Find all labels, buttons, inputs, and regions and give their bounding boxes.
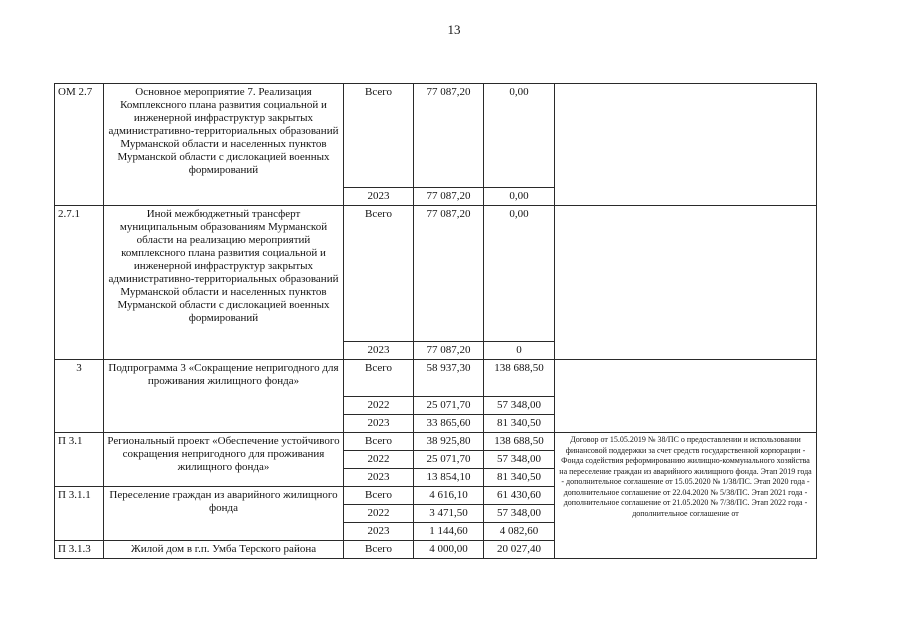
value-1: 77 087,20 — [414, 206, 484, 342]
row-code: П 3.1.3 — [55, 541, 104, 559]
row-code: П 3.1.1 — [55, 487, 104, 541]
value-2: 81 340,50 — [484, 469, 555, 487]
year-label: Всего — [344, 206, 414, 342]
value-2: 0,00 — [484, 188, 555, 206]
year-label: 2022 — [344, 397, 414, 415]
value-1: 13 854,10 — [414, 469, 484, 487]
year-label: Всего — [344, 487, 414, 505]
row-code: П 3.1 — [55, 433, 104, 487]
year-label: 2022 — [344, 451, 414, 469]
row-code: ОМ 2.7 — [55, 84, 104, 206]
year-label: Всего — [344, 84, 414, 188]
value-2: 57 348,00 — [484, 397, 555, 415]
year-label: Всего — [344, 433, 414, 451]
year-label: 2023 — [344, 469, 414, 487]
page-number: 13 — [447, 22, 461, 37]
value-2: 138 688,50 — [484, 433, 555, 451]
year-label: 2023 — [344, 188, 414, 206]
value-1: 1 144,60 — [414, 523, 484, 541]
value-1: 25 071,70 — [414, 397, 484, 415]
value-1: 4 000,00 — [414, 541, 484, 559]
value-1: 77 087,20 — [414, 342, 484, 360]
table-row — [55, 360, 817, 397]
value-2: 20 027,40 — [484, 541, 555, 559]
value-1: 58 937,30 — [414, 360, 484, 397]
value-2: 138 688,50 — [484, 360, 555, 397]
row-code: 3 — [55, 360, 104, 433]
agreement-note: Договор от 15.05.2019 № 38/ПС о предоставлении и использовании финансовой поддержки за счет средств государственной корпорации - Фонда содействия реформированию жилищно-коммунального хозяйства на переселение граждан из аварийного жилищного фонда. Этап 2019 года - дополнительное соглашение от 15.05.2020 № 1/38/ПС. Этап 2020 года - дополнительное соглашение от 22.04.2020 № 5/38/ПС. Этап 2021 года - дополнительное соглашение от 21.05.2020 № 7/38/ПС. Этап 2022 года - дополнительное соглашение от — [555, 433, 817, 559]
budget-table — [54, 83, 817, 559]
year-label: Всего — [344, 360, 414, 397]
year-label: 2023 — [344, 342, 414, 360]
empty-cell — [555, 360, 817, 433]
table-row — [55, 84, 817, 188]
row-name: Региональный проект «Обеспечение устойчивого сокращения непригодного для проживания жилищного фонда» — [104, 433, 344, 487]
row-name: Основное мероприятие 7. Реализация Комплексного плана развития социальной и инженерной инфраструктур закрытых административно-территориальных образований Мурманской области и населенных пунктов Мурманской области с дислокацией военных формирований — [104, 84, 344, 206]
value-1: 4 616,10 — [414, 487, 484, 505]
value-1: 77 087,20 — [414, 188, 484, 206]
empty-cell — [555, 84, 817, 206]
value-2: 57 348,00 — [484, 451, 555, 469]
value-1: 77 087,20 — [414, 84, 484, 188]
row-name: Иной межбюджетный трансферт муниципальным образованиям Мурманской области на реализацию мероприятий комплексного плана развития социальной и инженерной инфраструктур закрытых административно-территориальных образований Мурманской области и населенных пунктов Мурманской области с дислокацией военных формирований — [104, 206, 344, 360]
value-2: 0,00 — [484, 206, 555, 342]
row-code: 2.7.1 — [55, 206, 104, 360]
value-2: 4 082,60 — [484, 523, 555, 541]
table-row — [55, 433, 817, 451]
value-2: 0,00 — [484, 84, 555, 188]
value-1: 38 925,80 — [414, 433, 484, 451]
value-1: 33 865,60 — [414, 415, 484, 433]
year-label: 2023 — [344, 415, 414, 433]
value-2: 61 430,60 — [484, 487, 555, 505]
year-label: 2023 — [344, 523, 414, 541]
year-label: Всего — [344, 541, 414, 559]
value-2: 0 — [484, 342, 555, 360]
year-label: 2022 — [344, 505, 414, 523]
value-1: 25 071,70 — [414, 451, 484, 469]
value-1: 3 471,50 — [414, 505, 484, 523]
row-name: Жилой дом в г.п. Умба Терского района — [104, 541, 344, 559]
value-2: 57 348,00 — [484, 505, 555, 523]
row-name: Подпрограмма 3 «Сокращение непригодного для проживания жилищного фонда» — [104, 360, 344, 433]
value-2: 81 340,50 — [484, 415, 555, 433]
row-name: Переселение граждан из аварийного жилищного фонда — [104, 487, 344, 541]
empty-cell — [555, 206, 817, 360]
table-row — [55, 206, 817, 342]
